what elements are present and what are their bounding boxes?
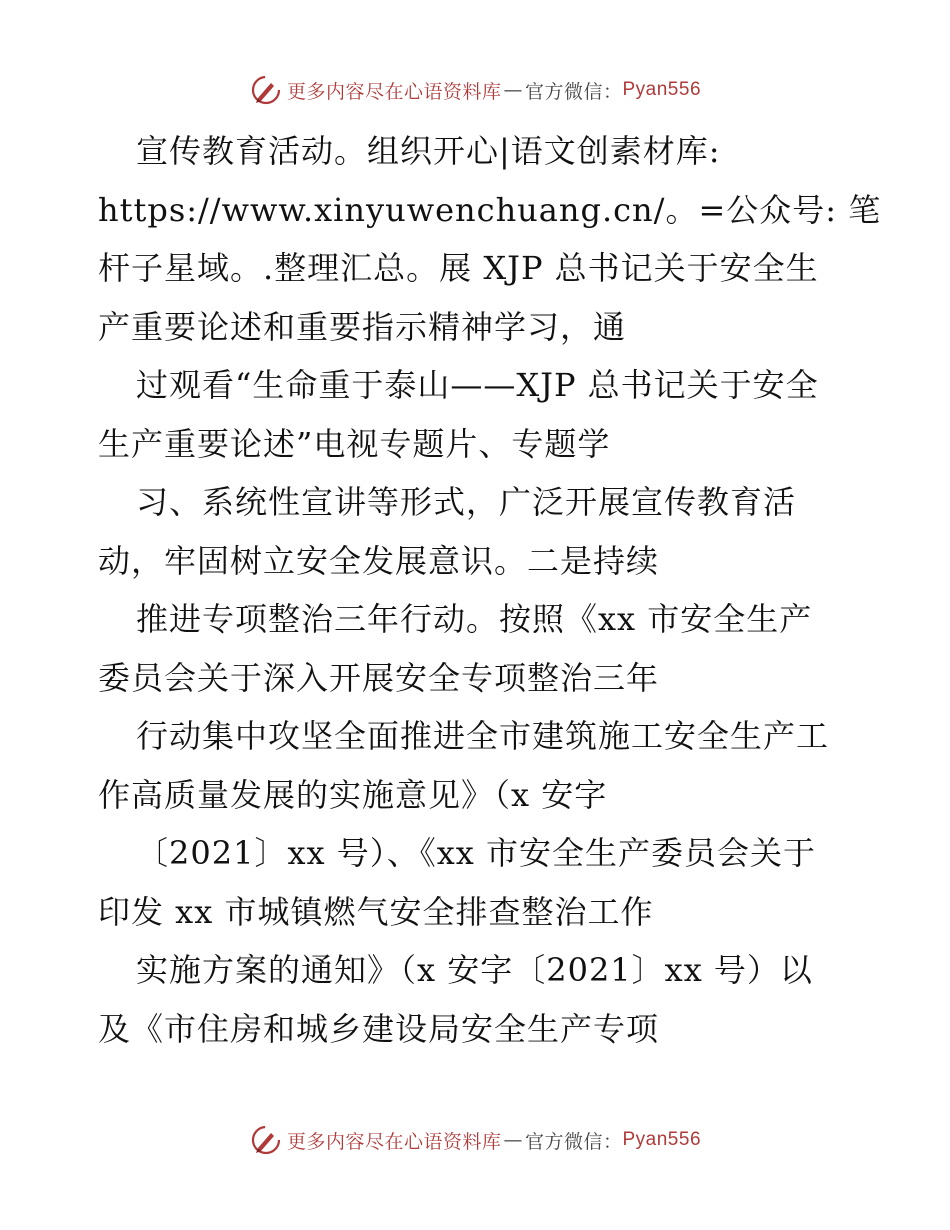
watermark-handle: Pyan556 — [622, 1129, 702, 1150]
text-line: 行动集中攻坚全面推进全市建筑施工安全生产工 — [136, 717, 830, 755]
pen-logo-icon — [249, 73, 283, 107]
footer-watermark — [0, 1122, 950, 1158]
watermark-separator: — — [503, 1129, 523, 1151]
text-line: 推进专项整治三年行动。按照《xx 市安全生产 — [136, 600, 813, 638]
document-body — [98, 122, 882, 1058]
watermark-wechat-label: 官方微信： — [524, 1130, 623, 1153]
text-line: 过观看“生命重于泰山——XJP 总书记关于安全 — [136, 366, 819, 404]
watermark-handle: Pyan556 — [622, 79, 702, 100]
text-line: 生产重要论述”电视专题片、专题学 — [98, 424, 611, 463]
text-line: https://www.xinyuwenchuang.cn/。=公众号: 笔 — [98, 190, 882, 229]
text-line: 产重要论述和重要指示精神学习，通 — [98, 307, 627, 346]
pen-logo-icon — [249, 1123, 283, 1157]
header-watermark — [0, 72, 950, 108]
text-line: 实施方案的通知》（x 安字〔2021〕xx 号）以 — [136, 951, 813, 989]
watermark-text: 更多内容尽在心语资料库 — [286, 80, 502, 103]
watermark-separator: — — [503, 79, 523, 101]
text-line: 及《市住房和城乡建设局安全生产专项 — [98, 1009, 660, 1048]
text-line: 杆子星域。.整理汇总。展 XJP 总书记关于安全生 — [98, 249, 819, 287]
text-line: 作高质量发展的实施意见》（x 安字 — [98, 775, 608, 814]
text-line: 动，牢固树立安全发展意识。二是持续 — [98, 541, 660, 580]
watermark-wechat-label: 官方微信： — [524, 80, 623, 103]
text-line: 〔2021〕xx 号）、《xx 市安全生产委员会关于 — [136, 834, 816, 872]
text-line: 印发 xx 市城镇燃气安全排查整治工作 — [98, 892, 654, 931]
watermark-text: 更多内容尽在心语资料库 — [286, 1130, 502, 1153]
text-line: 委员会关于深入开展安全专项整治三年 — [98, 658, 660, 697]
text-line: 习、系统性宣讲等形式，广泛开展宣传教育活 — [136, 483, 797, 521]
text-line: 宣传教育活动。组织开心|语文创素材库: — [136, 132, 721, 170]
